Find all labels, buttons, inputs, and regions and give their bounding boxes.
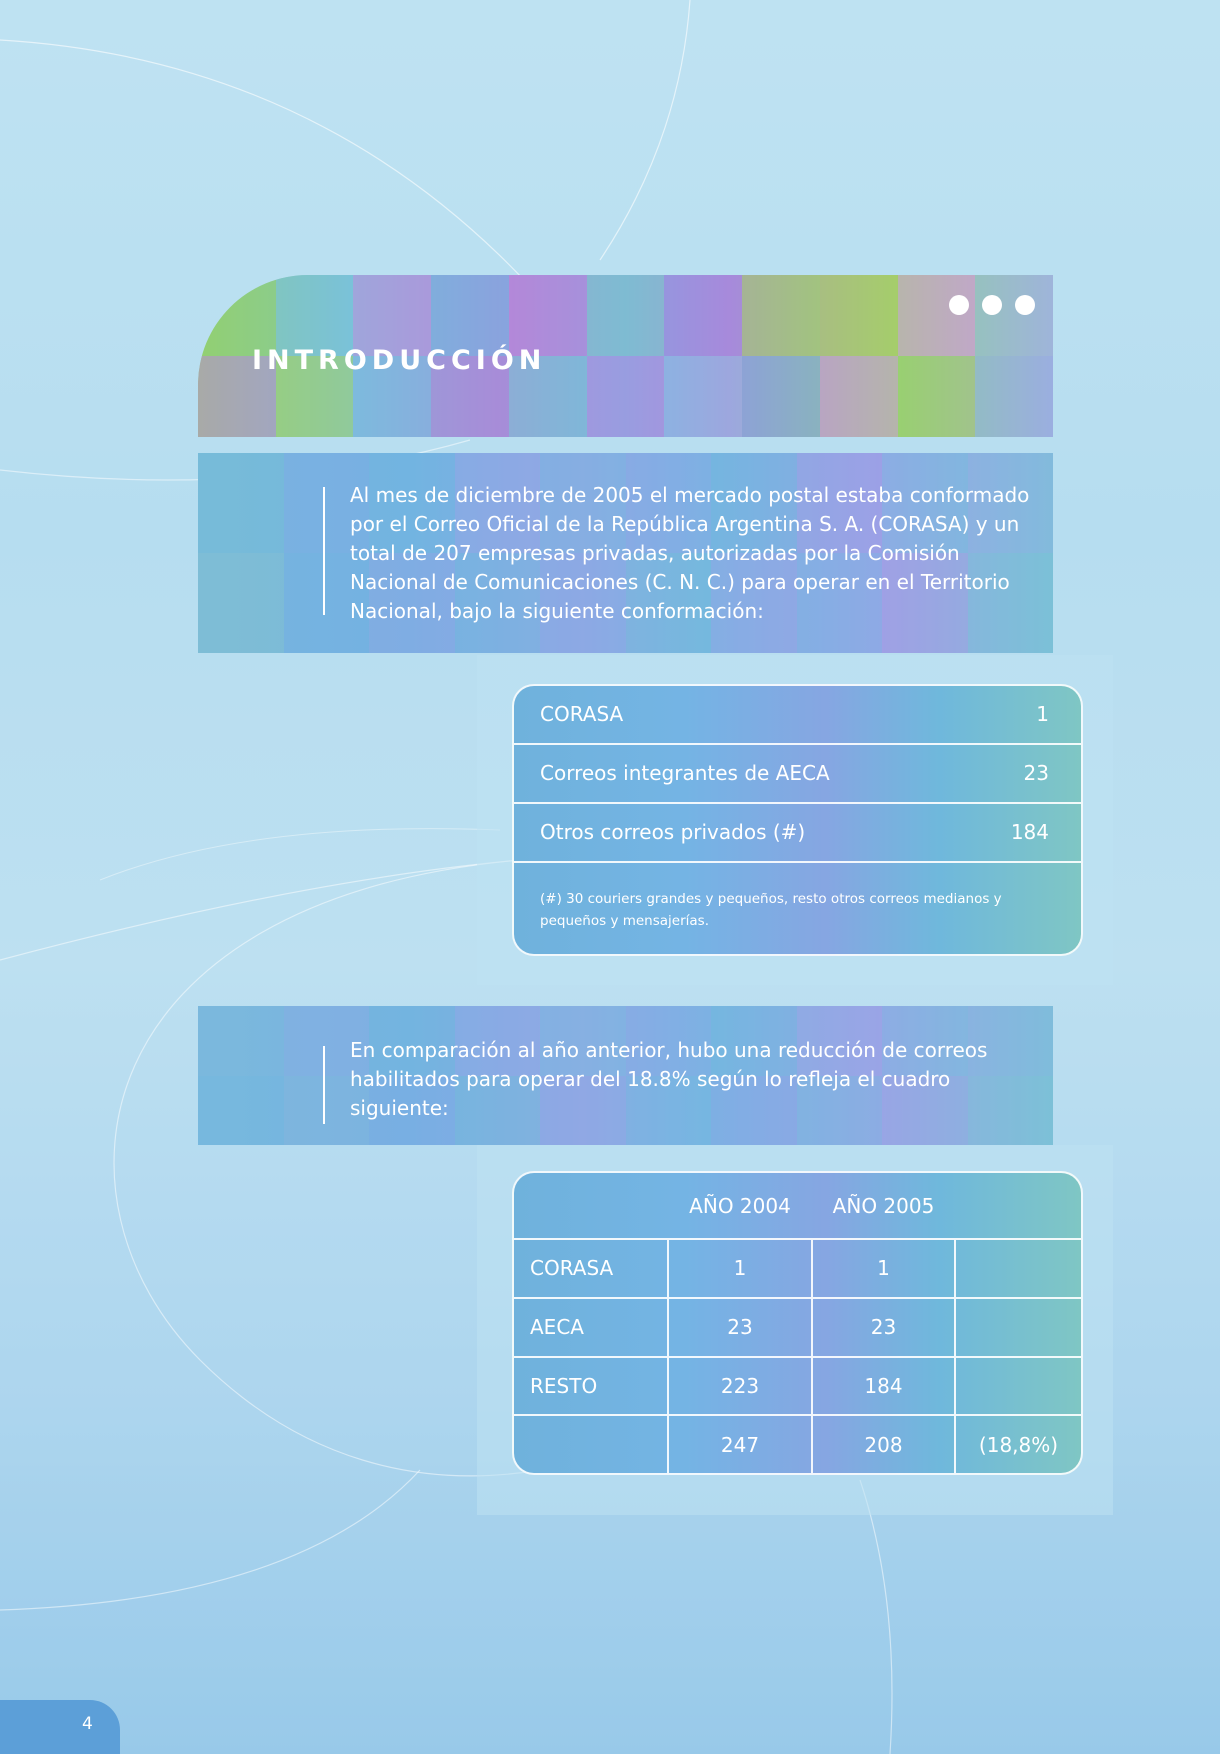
value-2005: 23: [812, 1298, 955, 1357]
row-label: RESTO: [514, 1357, 668, 1416]
dot-icon: [949, 295, 969, 315]
row-label: AECA: [514, 1298, 668, 1357]
page-number: 4: [82, 1714, 93, 1734]
comparison-paragraph: En comparación al año anterior, hubo una reducción de correos habilitados para operar del 18.8% según lo refleja el cuadro siguiente:: [350, 1038, 988, 1120]
quote-bar: [323, 487, 325, 615]
value-2004: 1: [668, 1239, 812, 1298]
total-row: [514, 1415, 1081, 1473]
value-2005: 1: [812, 1239, 955, 1298]
header-cell: AÑO 2005: [832, 1193, 935, 1218]
row-label: Otros correos privados (#): [540, 820, 806, 844]
comparison-grid: [514, 1173, 1081, 1473]
table-row: [514, 1357, 1081, 1416]
change-cell: [955, 1298, 1081, 1357]
header-cell: [955, 1173, 1081, 1239]
row-value: 23: [1023, 761, 1049, 785]
intro-paragraph: Al mes de diciembre de 2005 el mercado postal estaba conformado por el Correo Oficial de la República Argentina S. A. (CORASA) y un total de 207 empresas privadas, autorizadas por la Comisión Nacional de Comunicaciones (C. N. C.) para operar en el Territorio Nacional, bajo la siguiente conformación:: [350, 483, 1030, 623]
change-cell: [955, 1357, 1081, 1416]
banner-dots: [949, 295, 1035, 315]
table-footnote: (#) 30 couriers grandes y pequeños, resto otros correos medianos y pequeños y mensajerías.: [540, 891, 1002, 929]
table-row: [514, 745, 1081, 804]
intro-block: [198, 453, 1053, 653]
change-percentage: (18,8%): [955, 1415, 1081, 1473]
page-title: INTRODUCCIÓN: [252, 345, 547, 376]
total-2004: 247: [668, 1415, 812, 1473]
comparison-table: [512, 1171, 1083, 1475]
table-row: [514, 686, 1081, 745]
value-2004: 223: [668, 1357, 812, 1416]
value-2005: 184: [812, 1357, 955, 1416]
dot-icon: [1015, 295, 1035, 315]
dot-icon: [982, 295, 1002, 315]
total-2005: 208: [812, 1415, 955, 1473]
row-value: 184: [1010, 820, 1049, 844]
row-label: Correos integrantes de AECA: [540, 761, 830, 785]
row-value: 1: [1036, 702, 1049, 726]
table-row: [514, 1298, 1081, 1357]
table-header-row: [514, 1173, 1081, 1239]
table-row: [514, 804, 1081, 863]
change-cell: [955, 1239, 1081, 1298]
row-label: CORASA: [514, 1239, 668, 1298]
row-label: CORASA: [540, 702, 624, 726]
comparison-block: [198, 1006, 1053, 1145]
table-row: [514, 1239, 1081, 1298]
page-number-tab: [0, 1700, 120, 1754]
header-cell: AÑO 2004: [689, 1193, 791, 1218]
quote-bar: [323, 1046, 325, 1124]
row-label: [514, 1415, 668, 1473]
header-cell: [514, 1173, 668, 1239]
composition-table: [512, 684, 1083, 956]
title-banner: [198, 275, 1053, 437]
value-2004: 23: [668, 1298, 812, 1357]
